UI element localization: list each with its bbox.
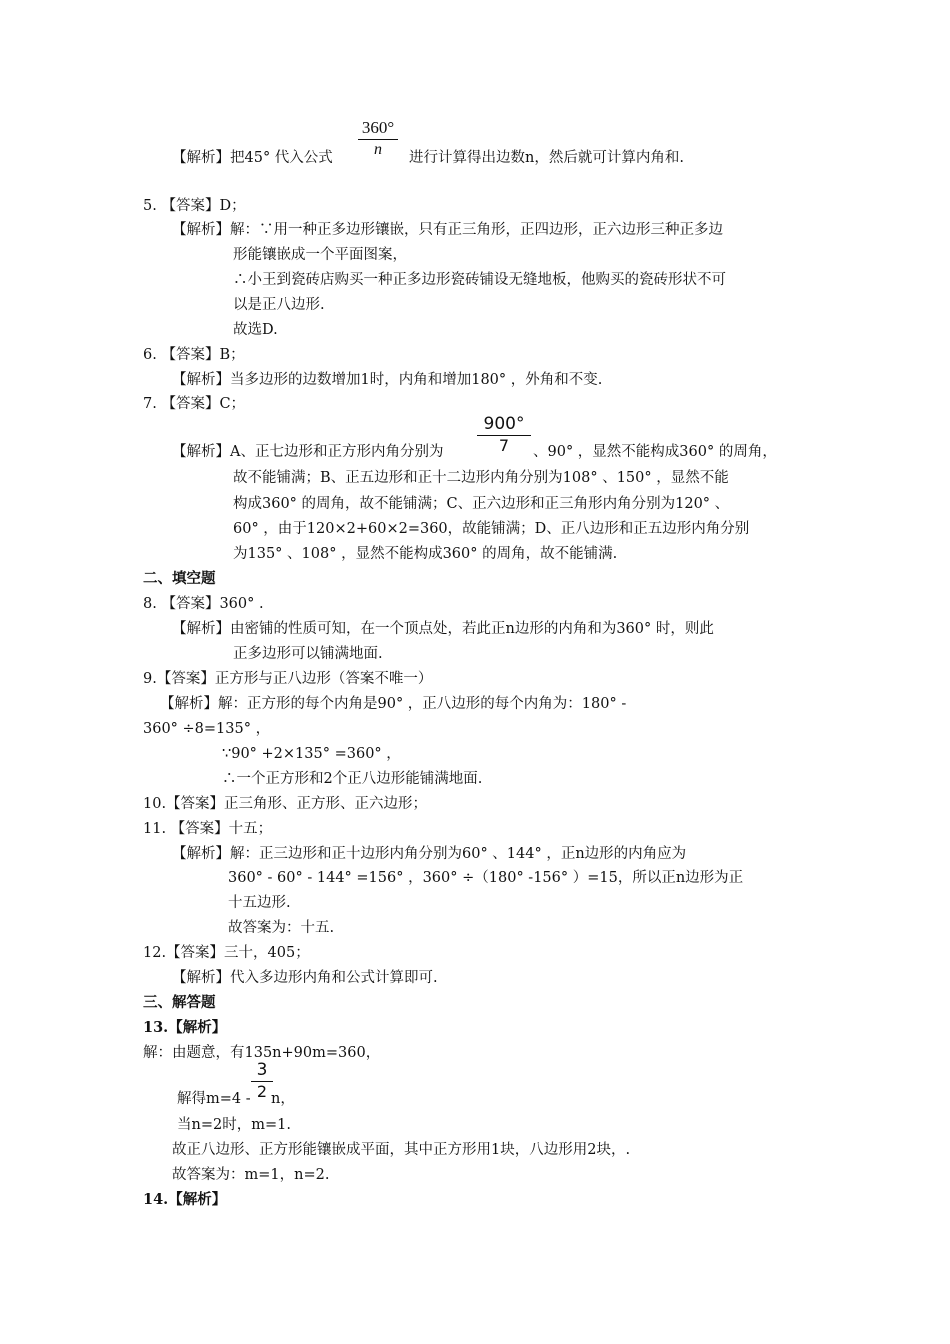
text-line: 360° ÷8=135° ， (143, 721, 271, 737)
text-line: 当n=2时，m=1. (177, 1117, 291, 1133)
text-line: 12.【答案】三十，405； (143, 945, 310, 961)
text-line: 8. 【答案】360° . (143, 596, 264, 612)
text-line: 十五边形. (228, 895, 291, 911)
text-line: 7. 【答案】C； (143, 396, 246, 412)
fraction-numerator: 900° (483, 414, 525, 434)
formula-fraction (358, 118, 398, 159)
q13-fraction (251, 1060, 273, 1101)
fraction-numerator: 360° (361, 118, 395, 137)
text-line: 5. 【答案】D； (143, 198, 246, 214)
text-line: 60° ，由于120×2+60×2=360，故能铺满；D、正八边形和正五边形内角分别 (233, 521, 750, 537)
fraction-numerator: 3 (256, 1060, 268, 1080)
text-line: 故不能铺满；B、正五边形和正十二边形内角分别为108° 、150° ，显然不能 (233, 470, 729, 486)
text-line: 【解析】把45° 代入公式 (172, 150, 333, 166)
text-line: 故正八边形、正方形能镶嵌成平面，其中正方形用1块，八边形用2块，. (172, 1142, 631, 1158)
text-line: 【解析】A、正七边形和正方形内角分别为 (172, 444, 444, 460)
fraction-denominator: n (374, 141, 382, 158)
text-line: 【解析】由密铺的性质可知，在一个顶点处，若此正n边形的内角和为360° 时，则此 (172, 621, 714, 637)
text-line: 进行计算得出边数n，然后就可计算内角和. (409, 150, 684, 166)
text-line: 形能镶嵌成一个平面图案， (233, 247, 407, 263)
text-line: 为135° 、108° ，显然不能构成360° 的周角，故不能铺满. (233, 546, 618, 562)
text-line: 【解析】解：∵用一种正多边形镶嵌，只有正三角形，正四边形，正六边形三种正多边 (172, 222, 723, 238)
text-line: 解得m=4 - (177, 1091, 251, 1107)
fraction-bar (358, 139, 398, 140)
text-line: 解：由题意，有135n+90m=360， (143, 1045, 381, 1061)
text-line: 以是正八边形. (233, 297, 325, 313)
text-line: 正多边形可以铺满地面. (233, 646, 383, 662)
text-line: 13.【解析】 (143, 1019, 227, 1036)
text-line: 14.【解析】 (143, 1191, 227, 1208)
fraction-denominator: 7 (498, 436, 510, 455)
text-line: 360° - 60° - 144° =156° ，360° ÷（180° -156° ）=15，所以正n边形为正 (228, 870, 744, 886)
text-line: 11. 【答案】十五； (143, 821, 273, 837)
text-line: 【解析】当多边形的边数增加1时，内角和增加180° ，外角和不变. (172, 372, 603, 388)
text-line: 【解析】解：正方形的每个内角是90° ，正八边形的每个内角为：180° - (160, 696, 627, 712)
text-line: ∴一个正方形和2个正八边形能铺满地面. (222, 771, 483, 787)
text-line: 9.【答案】正方形与正八边形（答案不唯一） (143, 671, 433, 687)
text-line: n， (271, 1091, 295, 1107)
section-heading: 二、填空题 (143, 570, 216, 587)
text-line: 10.【答案】正三角形、正方形、正六边形； (143, 796, 428, 812)
section-heading: 三、解答题 (143, 994, 216, 1011)
text-line: 故答案为：十五. (228, 920, 335, 936)
text-line: ∴小王到瓷砖店购买一种正多边形瓷砖铺设无缝地板，他购买的瓷砖形状不可 (233, 272, 726, 288)
fraction-denominator: 2 (256, 1082, 268, 1101)
text-line: 【解析】代入多边形内角和公式计算即可. (172, 970, 438, 986)
q7-fraction (477, 414, 531, 455)
text-line: 6. 【答案】B； (143, 347, 245, 363)
text-line: 构成360° 的周角，故不能铺满；C、正六边形和正三角形内角分别为120° 、 (233, 496, 730, 512)
text-line: 【解析】解：正三边形和正十边形内角分别为60° 、144° ，正n边形的内角应为 (172, 846, 687, 862)
text-line: 故选D. (233, 322, 278, 338)
text-line: 、90° ，显然不能构成360° 的周角， (533, 444, 777, 460)
text-line: 故答案为：m=1，n=2. (172, 1167, 330, 1183)
text-line: ∵90° +2×135° =360° ， (222, 746, 401, 762)
